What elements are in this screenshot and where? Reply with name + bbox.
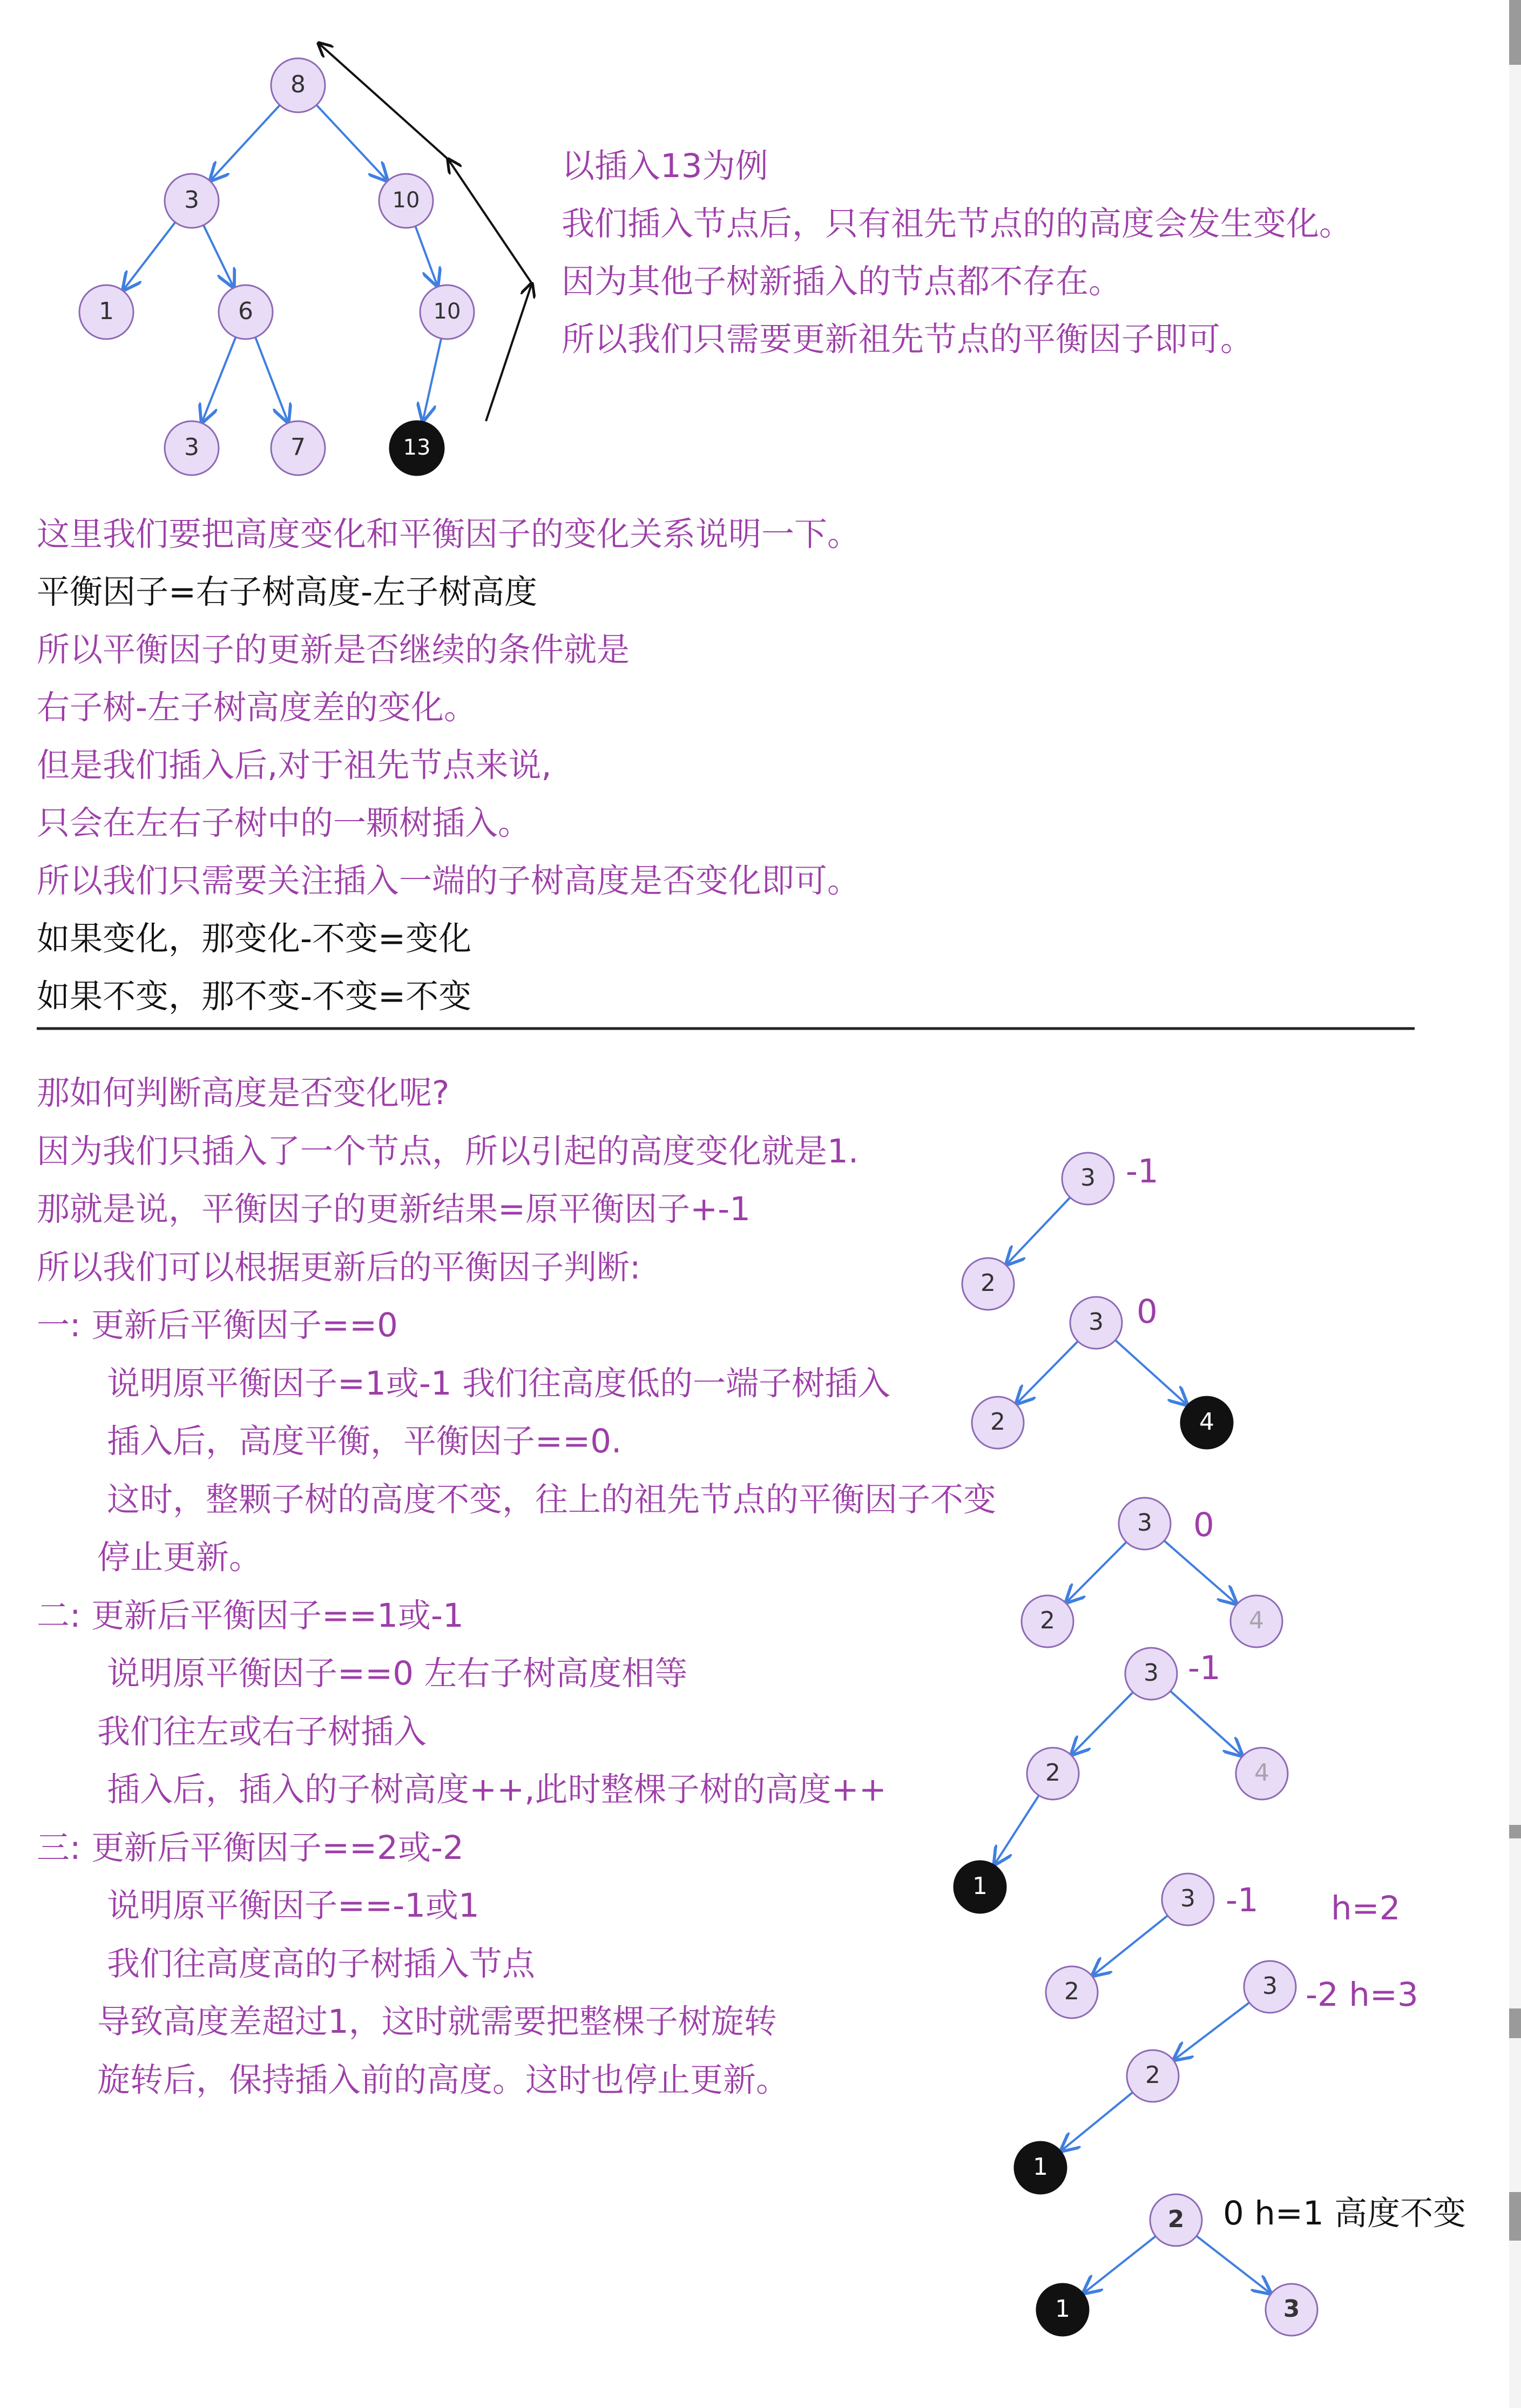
section2-line: 插入后，插入的子树高度++,此时整棵子树的高度++ [107, 1770, 887, 1809]
annotation-bf: -1 [1126, 1152, 1159, 1191]
tree-node [1244, 1961, 1296, 2013]
section2-line: 说明原平衡因子==0 左右子树高度相等 [107, 1654, 688, 1693]
tree-edge [415, 225, 437, 286]
tree-node [79, 285, 133, 339]
tree-node-label: 3 [1089, 1308, 1104, 1336]
tree-node [1162, 1873, 1214, 1925]
tree-edge [423, 337, 441, 421]
section2-line: 我们往高度高的子树插入节点 [107, 1945, 536, 1983]
tree-edge [1072, 1692, 1134, 1755]
tree-node [1037, 2284, 1089, 2336]
section1-line: 平衡因子=右子树高度-左子树高度 [37, 573, 538, 611]
annotation-bf: 0 [1193, 1506, 1214, 1544]
tree-edge [1164, 1540, 1236, 1604]
tree-node-label: 2 [1064, 1978, 1079, 2005]
section2-line: 一: 更新后平衡因子==0 [37, 1306, 398, 1344]
section2-line: 三: 更新后平衡因子==2或-2 [37, 1829, 464, 1867]
tree-edge [211, 104, 280, 180]
scrollbar-marker [1509, 2008, 1521, 2038]
tree-node-label: 3 [1262, 1972, 1277, 2000]
scrollbar-marker [1509, 2192, 1521, 2241]
tree-edge [203, 224, 233, 287]
tree-node-label: 7 [290, 434, 306, 461]
section1-line: 所以我们只需要关注插入一端的子树高度是否变化即可。 [37, 862, 861, 900]
tree-node [165, 174, 219, 228]
tree-node [962, 1258, 1014, 1310]
intro-line-3: 因为其他子树新插入的节点都不存在。 [562, 262, 1122, 301]
section1-line: 如果不变，那不变-不变=不变 [37, 977, 472, 1016]
tree-node-label: 8 [290, 71, 306, 98]
tree-node [219, 285, 273, 339]
section2-line: 导致高度差超过1，这时就需要把整棵子树旋转 [97, 2003, 777, 2041]
section1-line: 只会在左右子树中的一颗树插入。 [37, 804, 531, 842]
section2-line: 那如何判断高度是否变化呢? [37, 1074, 450, 1112]
tree-node [1022, 1595, 1073, 1647]
ancestor-path-arrow [486, 283, 532, 421]
section2-line: 旋转后，保持插入前的高度。这时也停止更新。 [97, 2061, 789, 2099]
tree-node [1015, 2142, 1066, 2194]
tree-node [1070, 1297, 1122, 1349]
tree-node [1119, 1498, 1171, 1550]
tree-node [1236, 1748, 1288, 1800]
section1-line: 右子树-左子树高度差的变化。 [37, 688, 477, 727]
tree-node [390, 421, 444, 475]
tree-node [972, 1397, 1024, 1449]
tree-node [1127, 2050, 1179, 2102]
ancestor-path-arrow [319, 43, 448, 159]
tree-node-label: 1 [972, 1872, 988, 1900]
section2-line: 那就是说，平衡因子的更新结果=原平衡因子+-1 [37, 1190, 751, 1228]
tree-node-label: 2 [1040, 1607, 1055, 1634]
tree-node [1231, 1595, 1282, 1647]
tree-edge [1084, 2236, 1157, 2293]
tree-edge [1062, 2092, 1134, 2150]
tree-node [1181, 1397, 1233, 1449]
tree-node [379, 174, 433, 228]
section2-line: 说明原平衡因子=1或-1 我们往高度低的一端子树插入 [107, 1364, 891, 1403]
tree-edge [995, 1795, 1039, 1864]
tree-node-label: 2 [1045, 1759, 1060, 1787]
tree-node-label: 1 [99, 297, 114, 325]
tree-node [1150, 2194, 1202, 2246]
section2-line: 因为我们只插入了一个节点，所以引起的高度变化就是1. [37, 1132, 859, 1171]
tree-node [954, 1861, 1006, 1913]
tree-node [1266, 2284, 1317, 2336]
annotation-bf: -1 [1226, 1881, 1259, 1919]
tree-edge [1093, 1915, 1168, 1976]
annotation-bf-height: 0 h=1 高度不变 [1223, 2194, 1466, 2233]
section2-line: 这时，整颗子树的高度不变，往上的祖先节点的平衡因子不变 [107, 1480, 997, 1519]
section2-line: 停止更新。 [97, 1538, 262, 1577]
tree-node [1125, 1648, 1177, 1700]
tree-node [1062, 1153, 1114, 1205]
tree-node-label: 2 [1167, 2206, 1185, 2233]
tree-node [1046, 1966, 1098, 2018]
tree-edge [202, 336, 236, 422]
tree-edge [1170, 1690, 1242, 1756]
tree-node-label: 1 [1033, 2153, 1048, 2181]
intro-line-2: 我们插入节点后，只有祖先节点的的高度会发生变化。 [562, 205, 1353, 243]
section1-line: 这里我们要把高度变化和平衡因子的变化关系说明一下。 [37, 515, 861, 553]
tree-edge [1066, 1541, 1127, 1602]
tree-node-label: 3 [1137, 1509, 1152, 1537]
scrollbar-thumb[interactable] [1509, 0, 1521, 65]
annotation-bf: 0 [1137, 1293, 1158, 1331]
tree-node [271, 58, 325, 112]
vertical-scrollbar[interactable] [1509, 0, 1521, 2408]
tree-node-label: 10 [433, 299, 461, 324]
tree-node-label: 3 [184, 186, 199, 214]
section2-line: 二: 更新后平衡因子==1或-1 [37, 1597, 464, 1635]
tree-edge [1006, 1196, 1071, 1264]
tree-edge [255, 336, 288, 422]
tree-node-label: 4 [1249, 1607, 1264, 1634]
intro-line-1: 以插入13为例 [562, 147, 768, 185]
tree-edge [124, 221, 176, 290]
tree-node [420, 285, 474, 339]
section2-line: 我们往左或右子树插入 [97, 1713, 427, 1751]
tree-edge [1174, 2002, 1250, 2060]
section2-line: 插入后，高度平衡，平衡因子==0. [107, 1422, 622, 1460]
tree-edge [1195, 2235, 1270, 2293]
tree-node-label: 3 [1144, 1659, 1159, 1687]
tree-node-label: 2 [1145, 2061, 1160, 2089]
intro-line-4: 所以我们只需要更新祖先节点的平衡因子即可。 [562, 320, 1254, 359]
annotation-bf-height: -2 h=3 [1306, 1976, 1418, 2014]
tree-node-label: 13 [403, 435, 431, 460]
tree-node-label: 3 [1283, 2295, 1300, 2323]
tree-edge [1017, 1341, 1079, 1404]
tree-edge [1114, 1340, 1187, 1405]
section1-line: 所以平衡因子的更新是否继续的条件就是 [37, 631, 630, 669]
tree-node-label: 2 [990, 1408, 1005, 1436]
tree-node-label: 4 [1199, 1408, 1214, 1436]
tree-node-label: 3 [1180, 1885, 1195, 1912]
tree-node-label: 4 [1254, 1759, 1269, 1787]
tree-node-label: 10 [392, 188, 420, 213]
ancestor-path-arrow [448, 159, 532, 283]
tree-node [1027, 1748, 1079, 1800]
annotation-height: h=2 [1331, 1889, 1401, 1927]
tree-edge [316, 104, 387, 180]
tree-node-label: 3 [1080, 1164, 1096, 1192]
tree-node [165, 421, 219, 475]
section1-line: 但是我们插入后,对于祖先节点来说, [37, 746, 552, 784]
tree-node-label: 6 [238, 297, 253, 325]
annotation-bf: -1 [1188, 1649, 1221, 1687]
section1-line: 如果变化，那变化-不变=变化 [37, 919, 472, 958]
tree-node-label: 3 [184, 434, 199, 461]
tree-node-label: 2 [981, 1269, 996, 1297]
tree-node-label: 1 [1055, 2295, 1070, 2323]
scrollbar-marker [1509, 1825, 1521, 1838]
section2-line: 说明原平衡因子==-1或1 [107, 1886, 479, 1925]
tree-node [271, 421, 325, 475]
section2-line: 所以我们可以根据更新后的平衡因子判断: [37, 1248, 641, 1287]
